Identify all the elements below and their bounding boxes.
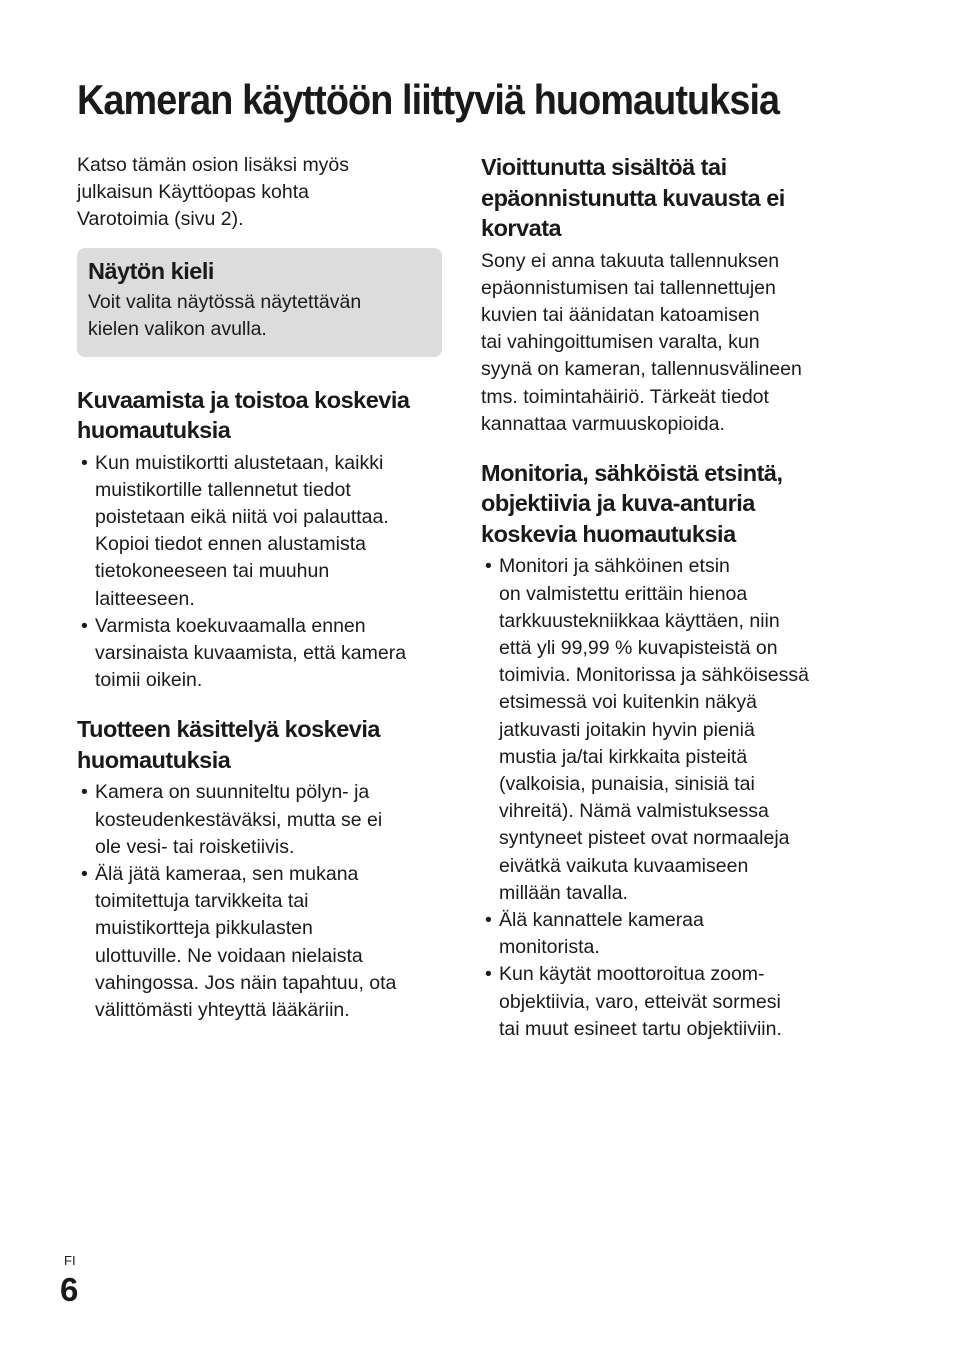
list-item-text: Varmista koekuvaamalla ennen varsinaista kuvaamista, että kamera toimii oikein. (95, 614, 407, 692)
no-compensation-section (481, 152, 851, 438)
language-note-text: Voit valita näytössä näytettävän kielen valikon avulla. (88, 291, 362, 341)
shooting-playback-list (77, 450, 442, 695)
product-handling-heading: Tuotteen käsittelyä koskevia huomautuksia (77, 716, 380, 773)
language-code: FI (64, 1253, 76, 1268)
list-item-text: Kamera on suunniteltu pölyn- ja kosteudenkestäväksi, mutta se ei ole vesi- tai roisketiivis. (95, 781, 383, 858)
list-item (77, 779, 442, 861)
language-note-box (77, 248, 442, 357)
list-item-text: Kun muistikortti alustetaan, kaikki muistikortille tallennetut tiedot poistetaan eikä niitä voi palauttaa. Kopioi tiedot ennen alustamista tietokoneeseen tai muuhun laitteeseen. (95, 451, 389, 610)
list-item (77, 613, 442, 695)
no-compensation-text: Sony ei anna takuuta tallennuksen epäonnistumisen tai tallennettujen kuvien tai äänidatan katoamisen tai vahingoittumisen varalta, kun syynä on kameran, tallennusvälineen tms. toimintahäiriö. Tärkeät tiedot kannattaa varmuuskopioida. (481, 249, 802, 435)
list-item (77, 450, 442, 613)
list-item-text: Monitori ja sähköinen etsin on valmistettu erittäin hienoa tarkkuustekniikkaa käyttäen, niin että yli 99,99 % kuvapisteistä on toimivia. Monitorissa ja sähköisessä etsimessä voi kuitenkin näkyä jatkuvasti joitakin hyvin pieniä mustia ja/tai kirkkaita pisteitä (valkoisia, punaisia, sinisiä tai vihreitä). Nämä valmistuksessa syntyneet pisteet ovat normaaleja eivätkä vaikuta kuvaamiseen millään tavalla. (499, 555, 809, 904)
bullet-icon: • (485, 963, 492, 986)
bullet-icon: • (485, 909, 492, 932)
bullet-icon: • (485, 555, 492, 578)
page-number: 6 (60, 1271, 79, 1308)
right-column (481, 152, 851, 1063)
list-item (481, 553, 851, 907)
bullet-icon: • (81, 862, 88, 885)
list-item (481, 961, 851, 1043)
no-compensation-heading: Vioittunutta sisältöä tai epäonnistunutta kuvausta ei korvata (481, 154, 785, 241)
list-item-text: Älä kannattele kameraa monitorista. (499, 909, 704, 959)
bullet-icon: • (81, 781, 88, 804)
monitor-lens-section (481, 458, 851, 1043)
product-handling-list (77, 779, 442, 1024)
monitor-lens-list (481, 553, 851, 1043)
page-title: Kameran käyttöön liittyviä huomautuksia (77, 76, 780, 123)
monitor-lens-heading: Monitoria, sähköistä etsintä, objektiivia ja kuva-anturia koskevia huomautuksia (481, 459, 783, 547)
intro-text: Katso tämän osion lisäksi myös julkaisun Käyttöopas kohta Varotoimia (sivu 2). (77, 154, 350, 231)
list-item (77, 861, 442, 1024)
bullet-icon: • (81, 614, 88, 637)
list-item (481, 907, 851, 961)
language-note-heading: Näytön kieli (88, 257, 214, 284)
shooting-playback-heading: Kuvaamista ja toistoa koskevia huomautuksia (77, 386, 410, 444)
bullet-icon: • (81, 451, 88, 474)
list-item-text: Kun käytät moottoroitua zoom- objektiivia, varo, etteivät sormesi tai muut esineet tartu objektiiviin. (499, 963, 782, 1040)
shooting-playback-section (77, 385, 442, 695)
product-handling-section (77, 714, 442, 1024)
left-column (77, 152, 442, 1044)
list-item-text: Älä jätä kameraa, sen mukana toimitettuja tarvikkeita tai muistikortteja pikkulasten ulottuville. Ne voidaan nielaista vahingossa. Jos näin tapahtuu, ota välittömästi yhteyttä lääkäriin. (95, 862, 397, 1021)
